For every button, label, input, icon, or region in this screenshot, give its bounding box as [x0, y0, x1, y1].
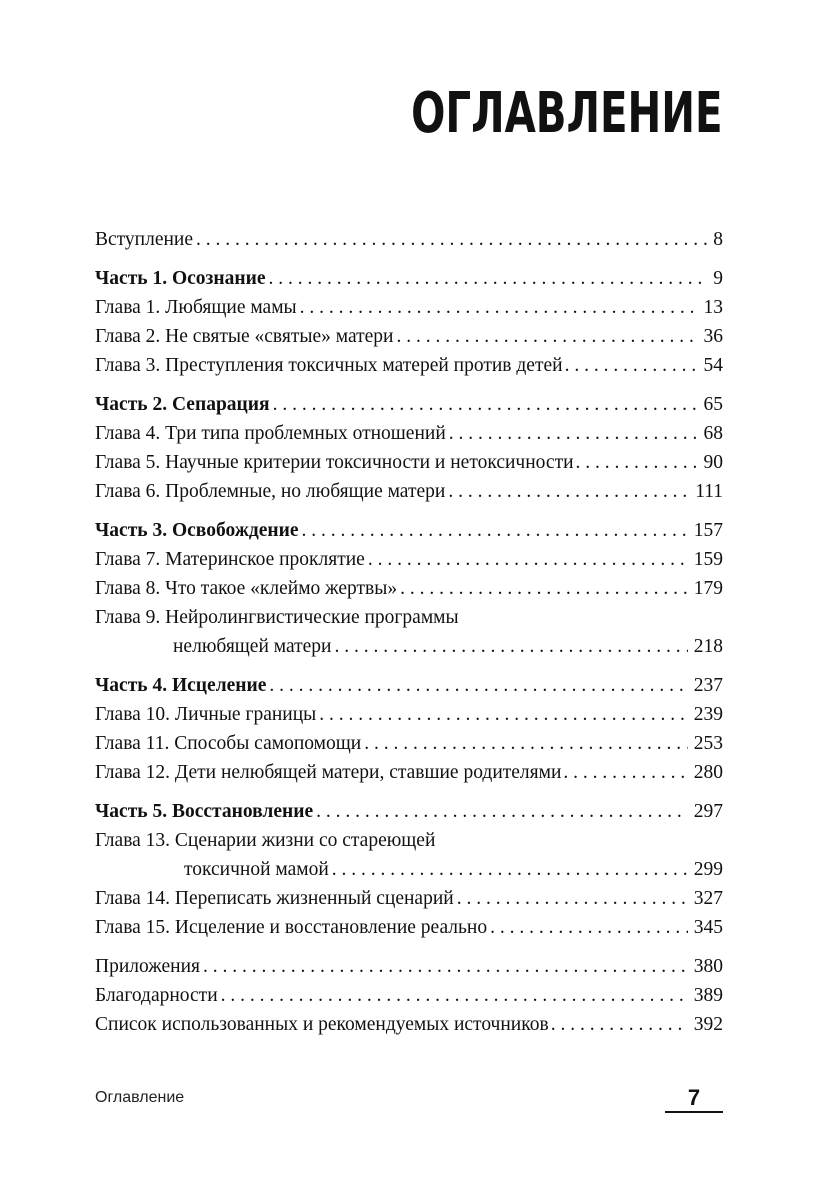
- dot-leader: [302, 516, 688, 545]
- dot-leader: [269, 264, 708, 293]
- toc-group-appendix: [95, 952, 723, 1039]
- toc-entry-page: 157: [693, 520, 723, 541]
- toc-chapter-title-line1[interactable]: Глава 9. Нейролингвистические программы: [95, 607, 459, 628]
- dot-leader: [563, 758, 687, 787]
- toc-entry-page: 54: [703, 355, 723, 376]
- toc-entry-title: Часть 1. Осознание: [95, 268, 266, 289]
- toc-entry-title: Глава 2. Не святые «святые» матери: [95, 326, 394, 347]
- toc-entry-title: нелюбящей матери: [173, 636, 332, 657]
- toc-chapter-entry[interactable]: [95, 700, 723, 729]
- dot-leader: [273, 390, 698, 419]
- dot-leader: [490, 913, 688, 942]
- toc-entry-page: 389: [693, 985, 723, 1006]
- toc-group-part3: [95, 516, 723, 661]
- toc-chapter-entry[interactable]: [95, 758, 723, 787]
- dot-leader: [576, 448, 698, 477]
- toc-entry-title: Глава 5. Научные критерии токсичности и нетоксичности: [95, 452, 574, 473]
- dot-leader: [300, 293, 698, 322]
- toc-entry-page: 380: [693, 956, 723, 977]
- toc-entry-title: Глава 6. Проблемные, но любящие матери: [95, 481, 446, 502]
- dot-leader: [319, 700, 687, 729]
- toc-part-heading[interactable]: [95, 671, 723, 700]
- toc-entry-page: 36: [703, 326, 723, 347]
- toc-entry-page: 13: [703, 297, 723, 318]
- toc-entry-page: 253: [693, 733, 723, 754]
- toc-entry-title: Часть 2. Сепарация: [95, 394, 270, 415]
- toc-entry-title: Часть 5. Восстановление: [95, 801, 314, 822]
- toc-chapter-entry[interactable]: [95, 293, 723, 322]
- toc-entry-title: Глава 4. Три типа проблемных отношений: [95, 423, 446, 444]
- toc-entry-page: 392: [693, 1014, 723, 1035]
- toc-entry-page: 65: [703, 394, 723, 415]
- toc-chapter-entry[interactable]: [95, 322, 723, 351]
- page-title: ОГЛАВЛЕНИЕ: [411, 81, 723, 146]
- dot-leader: [203, 952, 688, 981]
- dot-leader: [332, 855, 688, 884]
- toc-chapter-entry[interactable]: [95, 884, 723, 913]
- toc-group-part5: [95, 797, 723, 942]
- toc-entry-intro[interactable]: [95, 225, 723, 254]
- toc-chapter-entry[interactable]: [95, 419, 723, 448]
- toc-chapter-entry[interactable]: [95, 855, 723, 884]
- dot-leader: [396, 322, 697, 351]
- toc-entry-title: Глава 12. Дети нелюбящей матери, ставшие родителями: [95, 762, 562, 783]
- dot-leader: [269, 671, 687, 700]
- dot-leader: [364, 729, 688, 758]
- toc-entry-title: Список использованных и рекомендуемых источников: [95, 1014, 549, 1035]
- dot-leader: [551, 1010, 688, 1039]
- toc-entry-page: 90: [703, 452, 723, 473]
- dot-leader: [400, 574, 688, 603]
- toc-entry-page: 297: [693, 801, 723, 822]
- toc-entry-title: Часть 4. Исцеление: [95, 675, 267, 696]
- toc-entry-title: Глава 14. Переписать жизненный сценарий: [95, 888, 454, 909]
- toc-group-part2: [95, 390, 723, 506]
- toc-appendix-entry[interactable]: [95, 952, 723, 981]
- toc-entry-title: Глава 15. Исцеление и восстановление реально: [95, 917, 488, 938]
- toc-part-heading[interactable]: [95, 797, 723, 826]
- toc-entry-title: Приложения: [95, 956, 200, 977]
- dot-leader: [449, 419, 698, 448]
- toc-part-heading[interactable]: [95, 264, 723, 293]
- toc-entry-title: Глава 3. Преступления токсичных матерей против детей: [95, 355, 563, 376]
- toc-entry-title: Глава 7. Материнское проклятие: [95, 549, 365, 570]
- toc-entry-title: Глава 8. Что такое «клеймо жертвы»: [95, 578, 398, 599]
- toc-chapter-entry[interactable]: [95, 545, 723, 574]
- toc-entry-page: 218: [693, 636, 723, 657]
- dot-leader: [457, 884, 688, 913]
- toc-entry-page: 8: [713, 229, 723, 250]
- dot-leader: [221, 981, 688, 1010]
- toc-chapter-entry[interactable]: [95, 448, 723, 477]
- dot-leader: [335, 632, 688, 661]
- toc-entry-title: Часть 3. Освобождение: [95, 520, 299, 541]
- toc-chapter-title-line1[interactable]: Глава 13. Сценарии жизни со стареющей: [95, 830, 436, 851]
- toc-entry-title: токсичной мамой: [184, 859, 329, 880]
- toc-chapter-entry[interactable]: [95, 351, 723, 380]
- toc-entry-title: Вступление: [95, 229, 194, 250]
- toc-entry-page: 280: [693, 762, 723, 783]
- toc-entry-page: 237: [693, 675, 723, 696]
- toc-entry-title: Глава 11. Способы самопомощи: [95, 733, 362, 754]
- toc-entry-page: 179: [693, 578, 723, 599]
- dot-leader: [368, 545, 688, 574]
- toc-entry-page: 68: [703, 423, 723, 444]
- dot-leader: [448, 477, 689, 506]
- toc-chapter-entry[interactable]: [95, 477, 723, 506]
- page-footer: [95, 1086, 723, 1116]
- toc-entry-title: Глава 10. Личные границы: [95, 704, 317, 725]
- toc-part-heading[interactable]: [95, 516, 723, 545]
- toc-chapter-entry[interactable]: [95, 913, 723, 942]
- toc-chapter-entry[interactable]: [95, 632, 723, 661]
- toc-part-heading[interactable]: [95, 390, 723, 419]
- toc-entry-page: 239: [693, 704, 723, 725]
- toc-entry-page: 111: [695, 481, 723, 502]
- toc-appendix-entry[interactable]: [95, 1010, 723, 1039]
- toc-entry-title: Глава 1. Любящие мамы: [95, 297, 297, 318]
- toc-appendix-entry[interactable]: [95, 981, 723, 1010]
- toc-chapter-entry[interactable]: [95, 729, 723, 758]
- toc-entry-page: 327: [693, 888, 723, 909]
- toc-entry-page: 159: [693, 549, 723, 570]
- toc-group-intro: [95, 225, 723, 254]
- toc-entry-title: Благодарности: [95, 985, 218, 1006]
- toc-chapter-entry[interactable]: [95, 574, 723, 603]
- dot-leader: [196, 225, 707, 254]
- page-number: 7: [665, 1086, 723, 1113]
- toc-entry-page: 299: [693, 859, 723, 880]
- toc-group-part1: [95, 264, 723, 380]
- toc-group-part4: [95, 671, 723, 787]
- table-of-contents: [95, 225, 723, 1049]
- toc-entry-page: 9: [713, 268, 723, 289]
- running-footer-label: Оглавление: [95, 1089, 185, 1106]
- dot-leader: [316, 797, 688, 826]
- toc-entry-page: 345: [693, 917, 723, 938]
- dot-leader: [565, 351, 698, 380]
